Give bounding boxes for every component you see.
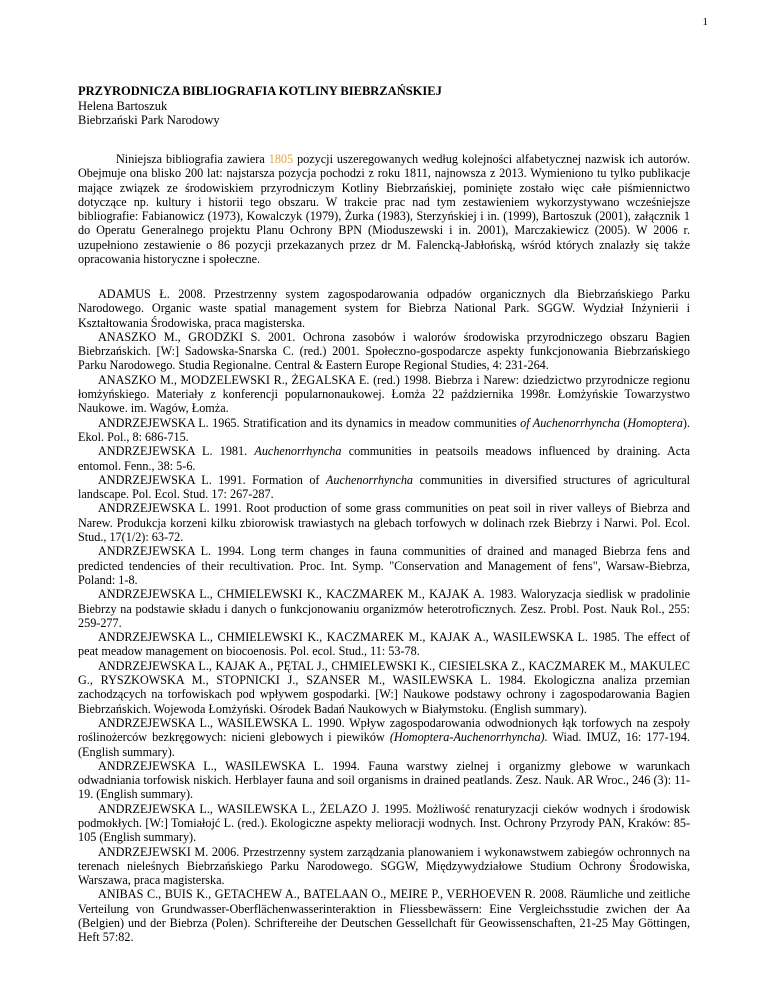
reference-list (78, 287, 690, 945)
reference-entry (78, 444, 690, 473)
reference-entry (78, 287, 690, 330)
reference-text: ANDRZEJEWSKA L., WASILEWSKA L. 1990. Wpływ zagospodarowania odwodnionych łąk torfowych na zespoły roślinożerców bezkręgowych: nicieni glebowych i piewików (78, 715, 690, 745)
reference-text: ANDRZEJEWSKA L., CHMIELEWSKI K., KACZMAREK M., KAJAK A., WASILEWSKA L. 1985. The effect of peat meadow management on biocoenosis. Pol. ecol. Stud., 11: 53-78. (78, 630, 690, 659)
reference-entry (78, 330, 690, 373)
affiliation: Biebrzański Park Narodowy (78, 113, 220, 127)
reference-text: communities in diversified structures of agricultural landscape. Pol. Ecol. Stud. 17: 267-287. (78, 472, 690, 502)
reference-entry (78, 845, 690, 888)
reference-text: ANDRZEJEWSKA L. 1965. Stratification and its dynamics in meadow communities (98, 415, 521, 430)
reference-entry (78, 416, 690, 445)
reference-entry (78, 630, 690, 659)
intro-paragraph (78, 152, 690, 266)
reference-text: communities in peatsoils meadows influenced by draining. Acta entomol. Fenn., 38: 5-6. (78, 444, 690, 473)
reference-entry (78, 716, 690, 759)
reference-text: ANASZKO M., GRODZKI S. 2001. Ochrona zasobów i walorów środowiska przyrodniczego obszaru Bagien Biebrzańskich. [W:] Sadowska-Snarska C. (red.) 2001. Społeczno-gospodarcze aspekty funkcjonowania Biebrzańskiego Parku Narodowego. Studia Regionalne. Central & Eastern Europe Regional Studies, 4: 231-264. (78, 329, 690, 373)
entry-count: 1805 (268, 152, 294, 166)
reference-italic-text: of Auchenorrhyncha (520, 415, 620, 430)
reference-entry (78, 587, 690, 630)
reference-text: ANDRZEJEWSKA L. 1991. Root production of some grass communities on peat soil in river valleys of Biebrza and Narew. Produkcja korzeni kilku zbiorowisk trawiastych na glebach torfowych w dolinach rzek Biebrzy i Narwi. Pol. Ecol. Stud., 17(1/2): 63-72. (78, 501, 690, 545)
reference-entry (78, 887, 690, 944)
reference-text: ANIBAS C., BUIS K., GETACHEW A., BATELAAN O., MEIRE P., VERHOEVEN R. 2008. Räumliche und zeitliche Verteilung von Grundwasser-Oberflächenwasserinteraktion in Fliessbewässern: Eine Vergleichsstudie zwichen der Aa (Belgien) und der Biebrza (Polen). Schriftereihe der Deutschen Gessellchaft für Geowissenschaften, 21-25 May Göttingen, Heft 57:82. (78, 887, 690, 945)
reference-text: ANDRZEJEWSKA L., WASILEWSKA L. 1994. Fauna warstwy zielnej i organizmy glebowe w warunkach odwadniania torfowisk niskich. Herblayer fauna and soil organisms in drained peatlands. Zesz. Nauk. AR Wroc., 246 (3): 11-19. (English summary). (78, 758, 690, 802)
reference-text: ANDRZEJEWSKA L., CHMIELEWSKI K., KACZMAREK M., KAJAK A. 1983. Waloryzacja siedlisk w pradolinie Biebrzy na podstawie składu i danych o funkcjonowaniu organizmów heterotroficznych. Zesz. Probl. Post. Nauk Rol., 255: 259-277. (78, 587, 690, 630)
reference-entry (78, 473, 690, 502)
document-title: PRZYRODNICZA BIBLIOGRAFIA KOTLINY BIEBRZAŃSKIEJ (78, 84, 442, 98)
reference-italic-text: Auchenorrhyncha (254, 444, 342, 459)
author: Helena Bartoszuk (78, 98, 168, 113)
reference-italic-text: Auchenorrhyncha (325, 472, 414, 487)
reference-entry (78, 501, 690, 544)
reference-text: ANDRZEJEWSKA L. 1994. Long term changes in fauna communities of drained and managed Biebrza fens and predicted tendencies of their recultivation. Proc. Int. Symp. "Conservation and Management of fens", Warsaw-Biebrza, Poland: 1-8. (78, 544, 690, 587)
reference-entry (78, 802, 690, 845)
reference-text: ANDRZEJEWSKA L., KAJAK A., PĘTAL J., CHMIELEWSKI K., CIESIELSKA Z., KACZMAREK M., MAKULEC G., RYSZKOWSKA M., STOPNICKI J., SZANSER M., WASILEWSKA L. 1984. Ekologiczna analiza przemian zachodzących na torfowiskach pod wpływem gospodarki. [W:] Naukowe podstawy ochrony i zagospodarowania Bagien Biebrzańskich. Wojewoda Łomżyński. Ośrodek Badań Naukowych w Białymstoku. (English summary). (78, 658, 690, 716)
reference-text: ANDRZEJEWSKI M. 2006. Przestrzenny system zarządzania planowaniem i wykonawstwem zabiegów ochronnych na terenach nieleśnych Biebrzańskiego Parku Narodowego. SGGW, Międzywydziałowe Studium Ochrony Środowiska, Warszawa, praca magisterska. (78, 844, 690, 888)
reference-text: ). Ekol. Pol., 8: 686-715. (78, 415, 690, 444)
reference-text: ANDRZEJEWSKA L., WASILEWSKA L., ŻELAZO J. 1995. Możliwość renaturyzacji cieków wodnych i środowisk podmokłych. [W:] Tomiałojć L. (red.). Ekologiczne aspekty melioracji wodnych. Inst. Ochrony Przyrody PAN, Kraków: 85-105 (English summary). (78, 801, 690, 845)
reference-italic-text: Homoptera (627, 415, 683, 430)
reference-entry (78, 544, 690, 587)
reference-entry (78, 659, 690, 716)
reference-text: Wiad. IMUZ, 16: 177-194. (English summary). (78, 730, 690, 759)
introduction (78, 152, 690, 266)
intro-text-start: Niniejsza bibliografia zawiera (116, 152, 269, 166)
page-number: 1 (702, 16, 708, 28)
reference-text: ANDRZEJEWSKA L. 1991. Formation of (98, 472, 326, 487)
reference-text: ANASZKO M., MODZELEWSKI R., ŻEGALSKA E. (red.) 1998. Biebrza i Narew: dziedzictwo przyrodnicze regionu łomżyńskiego. Materiały z konferencji popularnonaukowej. Łomża 22 października 1998r. Łomżyńskie Towarzystwo Naukowe. im. Wagów, Łomża. (78, 372, 690, 416)
reference-italic-text: (Homoptera-Auchenorrhyncha). (389, 730, 548, 745)
reference-text: ADAMUS Ł. 2008. Przestrzenny system zagospodarowania odpadów organicznych dla Biebrzańskiego Parku Narodowego. Organic waste spatial management system for Biebrza National Park. SGGW. Wydział Inżynierii i Kształtowania Środowiska, praca magisterska. (78, 287, 690, 330)
reference-text: ( (619, 415, 628, 430)
intro-text-rest: pozycji uszeregowanych według kolejności alfabetycznej nazwisk ich autorów. Obejmuje ona blisko 200 lat: najstarsza pozycja pochodzi z roku 1811, najnowsza z 2013. Wymieniono tu tylko publikacje mające związek ze środowiskiem przyrodniczym Kotliny Biebrzańskiej, pominięte zostało więc całe piśmiennictwo dotyczące np. kultury i historii tego obszaru. W trakcie prac nad tym zestawieniem wykorzystywano wcześniejsze bibliografie: Fabianowicz (1973), Kowalczyk (1979), Żurka (1983), Sterzyńskiej i in. (1999), Bartoszuk (2001), załącznik 1 do Operatu Generalnego projektu Planu Ochrony BPN (Mioduszewski i in. 2001), Marczakiewicz (2005). W 2006 r. uzupełniono zestawienie o 86 pozycji przekazanych przez dr M. Falencką-Jabłońską, wśród których znalazły się także opracowania historyczne i społeczne. (78, 152, 690, 267)
reference-entry (78, 373, 690, 416)
reference-text: ANDRZEJEWSKA L. 1981. (98, 444, 255, 459)
reference-entry (78, 759, 690, 802)
document-header (78, 84, 442, 128)
